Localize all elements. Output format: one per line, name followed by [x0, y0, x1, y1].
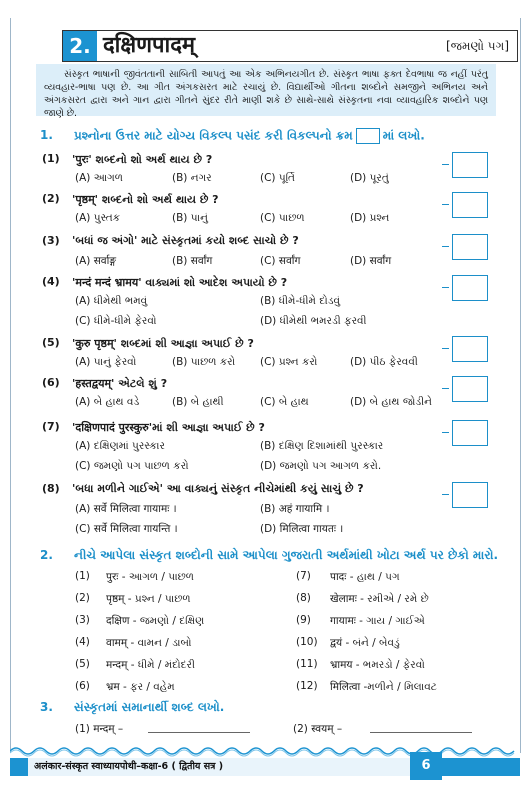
question-number: (7) [42, 420, 60, 433]
option-a[interactable]: (A) બે હાથ વડે [75, 396, 140, 408]
option-a[interactable]: (A) પુસ્તક [75, 212, 121, 224]
question-text: 'पुरः' શબ્દનો શો અર્થ થાય છે ? [72, 153, 213, 166]
question-number: (4) [42, 275, 60, 288]
q3-item-2: (2) स्वयम् – [293, 723, 343, 735]
match-item-left[interactable]: मन्दम् - ધીમે / મંદોદરી [106, 659, 195, 671]
q3-number: 3. [40, 700, 53, 714]
match-num-left[interactable]: (5) [75, 658, 90, 670]
option-d[interactable]: (D) બે હાથ જોડીને [350, 396, 432, 408]
option-a[interactable]: (A) ધીમેથી ભમવું [75, 295, 148, 307]
chapter-number: 2. [63, 31, 97, 61]
option-b[interactable]: (B) બે હાથી [172, 396, 224, 408]
answer-dash [442, 348, 449, 349]
match-num-left[interactable]: (2) [75, 592, 90, 604]
match-item-left[interactable]: पृष्ठम् - પ્રશ્ન / પાછળ [106, 593, 191, 605]
intro-paragraph: સંસ્કૃત ભાષાની જીવંતતાની સાબિતી આપતું આ એક અભિનયગીત છે. સંસ્કૃત ભાષા ફક્ત દેવભાષા જ નહીં પરંતુ વ્યવહાર-ભાષા પણ છે. આ ગીત અંગકસરત માટે રચાયું છે. વિદ્યાર્થીઓ ગીતના શબ્દોને સમજીને અભિનય અને અંગકસરત દ્વારા અને ગાન દ્વારા ગીતને સુંદર રીતે માણી શકે છે સાથે-સાથે સંસ્કૃતના નવા વ્યાવહારિક શબ્દોને પણ જાણે છે. [36, 64, 496, 116]
question-number: (8) [42, 482, 60, 495]
match-num-left[interactable]: (1) [75, 570, 90, 582]
answer-box[interactable] [452, 336, 488, 362]
option-c[interactable]: (C) ધીમે-ધીમે ફેરવો [75, 315, 157, 327]
question-text: 'બધા મળીને ગાઈએ' આ વાક્યનું સંસ્કૃત નીચેમાંથી કયું સાચું છે ? [72, 482, 364, 495]
footer-book-title: अलंकार-संस्कृत स्वाध्यायपोथी–कक्षा-6 ( द्वितीय सत्र ) [34, 761, 224, 772]
sample-answer-box [356, 128, 380, 144]
match-item-left[interactable]: वामम् - વામન / ડાબો [106, 637, 192, 649]
chapter-subtitle: [જમણો પગ] [445, 39, 509, 53]
match-item-right[interactable]: भ्रामय - ભમરડો / ફેરવો [330, 659, 425, 671]
right-border-line [520, 18, 521, 753]
option-d[interactable]: (D) પ્રશ્ન [350, 212, 390, 224]
option-a[interactable]: (A) सर्वे मिलित्वा गायामः । [75, 503, 177, 515]
q3-answer-line-2[interactable] [370, 732, 472, 733]
option-d[interactable]: (D) सर्वांग [350, 255, 392, 267]
match-item-right[interactable]: मिलित्वा -મળીને / મિલાવટ [330, 681, 437, 693]
left-border-line [10, 18, 11, 753]
match-item-right[interactable]: खेलामः - રમીએ / રમે છે [330, 593, 429, 605]
match-num-right[interactable]: (8) [296, 592, 311, 604]
question-text: 'दक्षिणपादं पुरस्कुरु'માં શી આજ્ઞા અપાઈ છે ? [72, 421, 265, 434]
option-c[interactable]: (C) બે હાથ [260, 396, 309, 408]
answer-box[interactable] [452, 275, 488, 301]
q3-answer-line-1[interactable] [148, 732, 250, 733]
answer-box[interactable] [452, 192, 488, 218]
question-text: 'कुरु पृष्ठम्' શબ્દમાં શી આજ્ઞા અપાઈ છે ? [72, 337, 254, 350]
q1-number: 1. [40, 128, 53, 142]
option-a[interactable]: (A) આગળ [75, 172, 123, 184]
answer-box[interactable] [452, 420, 488, 446]
page-number: 6 [410, 752, 442, 780]
answer-dash [442, 388, 449, 389]
match-item-right[interactable]: द्वयं - બંને / બેવડું [330, 637, 400, 649]
q3-item-1: (1) मन्दम् – [75, 723, 124, 735]
question-number: (1) [42, 152, 60, 165]
chapter-header [62, 30, 518, 62]
option-d[interactable]: (D) જમણો પગ આગળ કરો. [260, 460, 382, 472]
question-text: 'हस्तद्वयम्' એટલે શું ? [72, 377, 168, 390]
q2-instruction: નીચે આપેલા સંસ્કૃત શબ્દોની સામે આપેલા ગુજરાતી અર્થમાંથી ખોટા અર્થ પર છેકો મારો. [74, 548, 499, 562]
option-c[interactable]: (C) પૂર્તિ [260, 172, 296, 184]
match-num-left[interactable]: (3) [75, 614, 90, 626]
option-c[interactable]: (C) सर्वांग [260, 255, 301, 267]
match-item-left[interactable]: दक्षिण - જમણો / દક્ષિણ [106, 615, 205, 627]
option-d[interactable]: (D) પીઠ ફેરવવી [350, 356, 418, 368]
option-a[interactable]: (A) દક્ષિણમાં પુરસ્કાર [75, 440, 165, 452]
option-c[interactable]: (C) सर्वे मिलित्वा गायन्ति । [75, 523, 178, 535]
question-text: 'पृष्ठम्' શબ્દનો શો અર્થ થાય છે ? [72, 193, 219, 206]
answer-dash [442, 432, 449, 433]
answer-dash [442, 246, 449, 247]
match-num-right[interactable]: (11) [296, 658, 318, 670]
option-b[interactable]: (B) सर्वांग [172, 255, 213, 267]
question-text: 'मन्दं मन्दं भ्रामय' વાક્યમાં શો આદેશ અપાયો છે ? [72, 276, 288, 289]
option-d[interactable]: (D) मिलित्वा गायतः । [260, 523, 344, 535]
option-c[interactable]: (C) પ્રશ્ન કરો [260, 356, 318, 368]
chapter-title: दक्षिणपादम् [103, 33, 196, 58]
q1-instruction: પ્રશ્નોના ઉત્તર માટે યોગ્ય વિકલ્પ પસંદ કરી વિકલ્પનો ક્રમ [74, 128, 353, 143]
option-b[interactable]: (B) નગર [172, 172, 212, 184]
q1-instruction-end: માં લખો. [382, 128, 425, 143]
match-num-left[interactable]: (6) [75, 680, 90, 692]
question-number: (5) [42, 336, 60, 349]
option-b[interactable]: (B) પાનું [172, 212, 208, 224]
match-num-right[interactable]: (9) [296, 614, 311, 626]
q3-instruction: સંસ્કૃતમાં સમાનાર્થી શબ્દ લખો. [74, 700, 225, 714]
answer-box[interactable] [452, 482, 488, 508]
q2-number: 2. [40, 548, 53, 562]
option-a[interactable]: (A) सर्वाङ्ग [75, 255, 117, 267]
answer-box[interactable] [452, 234, 488, 260]
match-item-right[interactable]: गायामः - ગાય / ગાઈએ [330, 615, 425, 627]
answer-box[interactable] [452, 152, 488, 178]
option-d[interactable]: (D) ધીમેથી ભમરડી ફરવી [260, 315, 367, 327]
option-b[interactable]: (B) अहं गायामि । [260, 503, 330, 515]
option-b[interactable]: (B) દક્ષિણ દિશામાંથી પુરસ્કાર [260, 440, 384, 452]
option-c[interactable]: (C) પાછળ [260, 212, 305, 224]
option-b[interactable]: (B) પાછળ કરો [172, 356, 236, 368]
match-num-right[interactable]: (7) [296, 570, 311, 582]
option-b[interactable]: (B) ધીમે-ધીમે દોડવું [260, 295, 341, 307]
wave-divider [10, 745, 520, 757]
question-text: 'બધાં જ અંગો' માટે સંસ્કૃતમાં કયો શબ્દ સાચો છે ? [72, 234, 299, 247]
match-item-left[interactable]: भ्रम - ફર / વહેમ [106, 681, 175, 693]
answer-dash [442, 204, 449, 205]
question-number: (3) [42, 234, 60, 247]
match-num-right[interactable]: (12) [296, 680, 318, 692]
question-number: (6) [42, 376, 60, 389]
match-num-right[interactable]: (10) [296, 636, 318, 648]
match-item-right[interactable]: पादः - હાથ / પગ [330, 571, 400, 583]
answer-dash [442, 164, 449, 165]
answer-dash [442, 287, 449, 288]
match-num-left[interactable]: (4) [75, 636, 90, 648]
question-number: (2) [42, 192, 60, 205]
answer-dash [442, 494, 449, 495]
option-c[interactable]: (C) જમણો પગ પાછળ કરો [75, 460, 189, 472]
option-d[interactable]: (D) પૂરતું [350, 172, 389, 184]
match-item-left[interactable]: पुरः - આગળ / પાછળ [106, 571, 194, 583]
answer-box[interactable] [452, 376, 488, 402]
option-a[interactable]: (A) પાનું ફેરવો [75, 356, 137, 368]
